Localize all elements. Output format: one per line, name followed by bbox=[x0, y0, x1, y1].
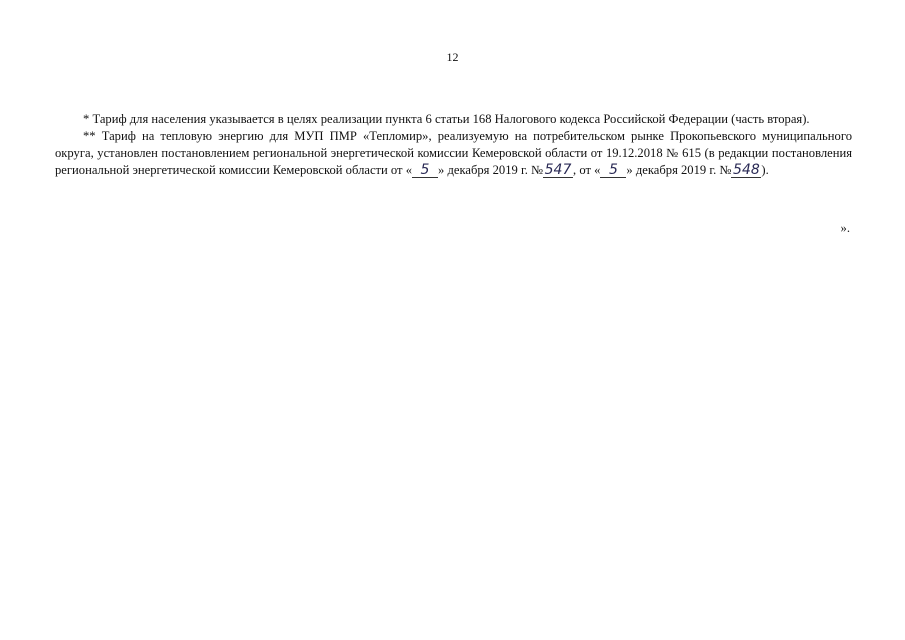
handwritten-number-1: 547 bbox=[544, 162, 572, 178]
handwritten-day-2: 5 bbox=[600, 163, 626, 178]
footnote-population-tariff: * Тариф для населения указывается в целях реализации пункта 6 статьи 168 Налогового кодекса Российской Федерации (часть вторая). bbox=[83, 112, 810, 126]
handwritten-number-2: 548 bbox=[733, 162, 760, 178]
footnote-text-part-5: ). bbox=[761, 163, 769, 177]
footnote-text-part-4: » декабря 2019 г. № bbox=[626, 163, 732, 177]
footnote-text-part-2: » декабря 2019 г. № bbox=[438, 163, 544, 177]
closing-quote-mark: ». bbox=[840, 221, 850, 235]
footnotes bbox=[55, 111, 852, 179]
handwritten-day-1: 5 bbox=[412, 163, 438, 178]
footnote-text-part-1: ** Тариф на тепловую энергию для МУП ПМР «Тепломир», реализуемую на потребительском рынке Прокопьевского муниципального округа, установлен постановлением региональной энергетической комиссии Кемеровской области от 19.12.2018 № 615 (в редакции постановления региональной энергетической комиссии Кемеровской области от « bbox=[55, 129, 852, 177]
footnote-heat-tariff bbox=[55, 128, 852, 179]
page-number: 12 bbox=[446, 50, 459, 64]
footnote-text-part-3: , от « bbox=[573, 163, 601, 177]
